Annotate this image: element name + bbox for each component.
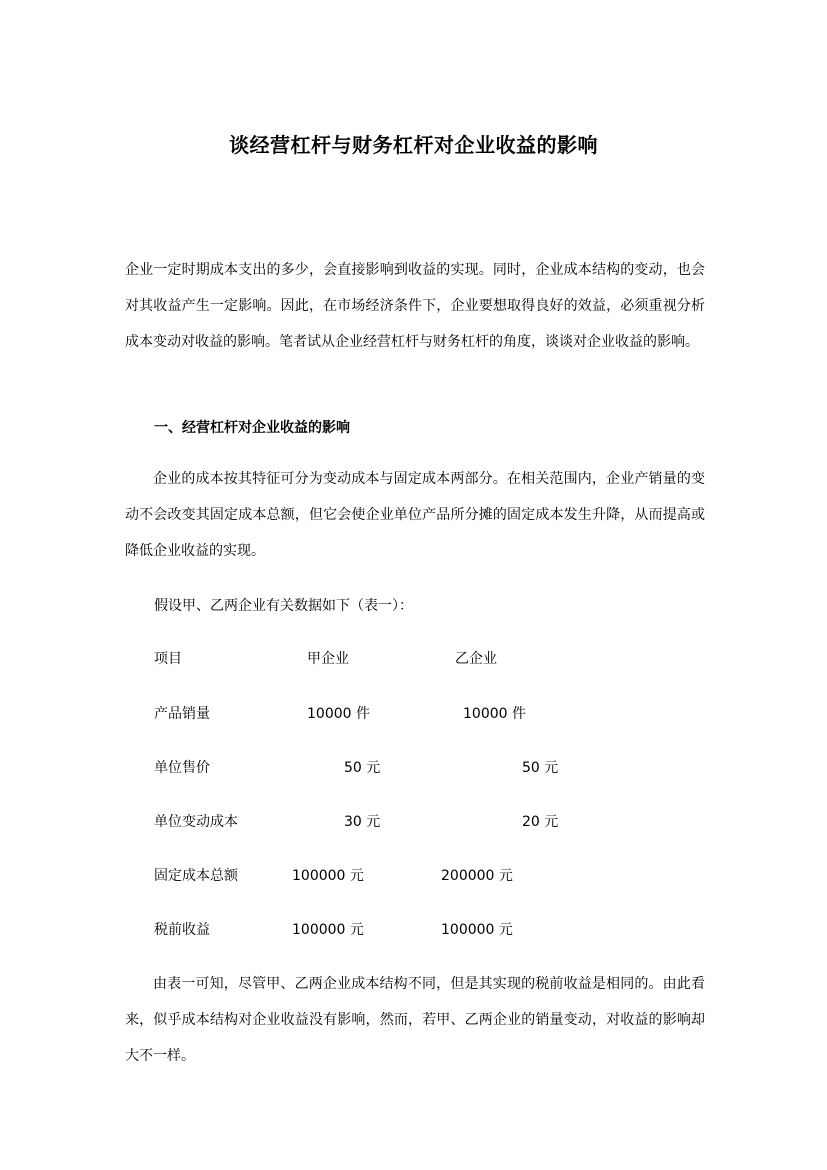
document-title: 谈经营杠杆与财务杠杆对企业收益的影响 xyxy=(229,133,598,157)
row-value-b: 100000 元 xyxy=(441,922,513,938)
table-row xyxy=(0,811,827,833)
row-value-a: 50 元 xyxy=(344,760,381,776)
row-item: 单位变动成本 xyxy=(154,814,238,830)
table-row xyxy=(0,865,827,887)
section-paragraph: 企业的成本按其特征可分为变动成本与固定成本两部分。在相关范围内，企业产销量的变动不会改变其固定成本总额，但它会使企业单位产品所分摊的固定成本发生升降，从而提高或降低企业收益的实现。 xyxy=(125,471,705,559)
row-item: 单位售价 xyxy=(154,760,210,776)
row-value-b: 10000 件 xyxy=(463,706,526,722)
table-row xyxy=(0,919,827,941)
row-value-b: 20 元 xyxy=(522,814,559,830)
row-value-a: 30 元 xyxy=(344,814,381,830)
row-value-a: 100000 元 xyxy=(292,922,364,938)
row-item: 产品销量 xyxy=(154,706,210,722)
table-row xyxy=(0,703,827,725)
row-item: 税前收益 xyxy=(154,922,210,938)
header-item: 项目 xyxy=(154,651,182,667)
header-company-b: 乙企业 xyxy=(455,651,497,667)
row-item: 固定成本总额 xyxy=(154,868,238,884)
row-value-a: 100000 元 xyxy=(292,868,364,884)
intro-paragraph: 企业一定时期成本支出的多少，会直接影响到收益的实现。同时，企业成本结构的变动，也会对其收益产生一定影响。因此，在市场经济条件下，企业要想取得良好的效益，必须重视分析成本变动对收益的影响。笔者试从企业经营杠杆与财务杠杆的角度，谈谈对企业收益的影响。 xyxy=(125,262,705,350)
section-heading: 一、经营杠杆对企业收益的影响 xyxy=(154,420,350,436)
row-value-b: 200000 元 xyxy=(441,868,513,884)
row-value-b: 50 元 xyxy=(522,760,559,776)
table-row xyxy=(0,757,827,779)
header-company-a: 甲企业 xyxy=(307,651,349,667)
table-header-row xyxy=(0,648,827,670)
table-caption: 假设甲、乙两企业有关数据如下（表一）： xyxy=(154,598,413,614)
row-value-a: 10000 件 xyxy=(307,706,370,722)
conclusion-paragraph: 由表一可知，尽管甲、乙两企业成本结构不同，但是其实现的税前收益是相同的。由此看来，似乎成本结构对企业收益没有影响，然而，若甲、乙两企业的销量变动，对收益的影响却大不一样。 xyxy=(125,976,705,1064)
